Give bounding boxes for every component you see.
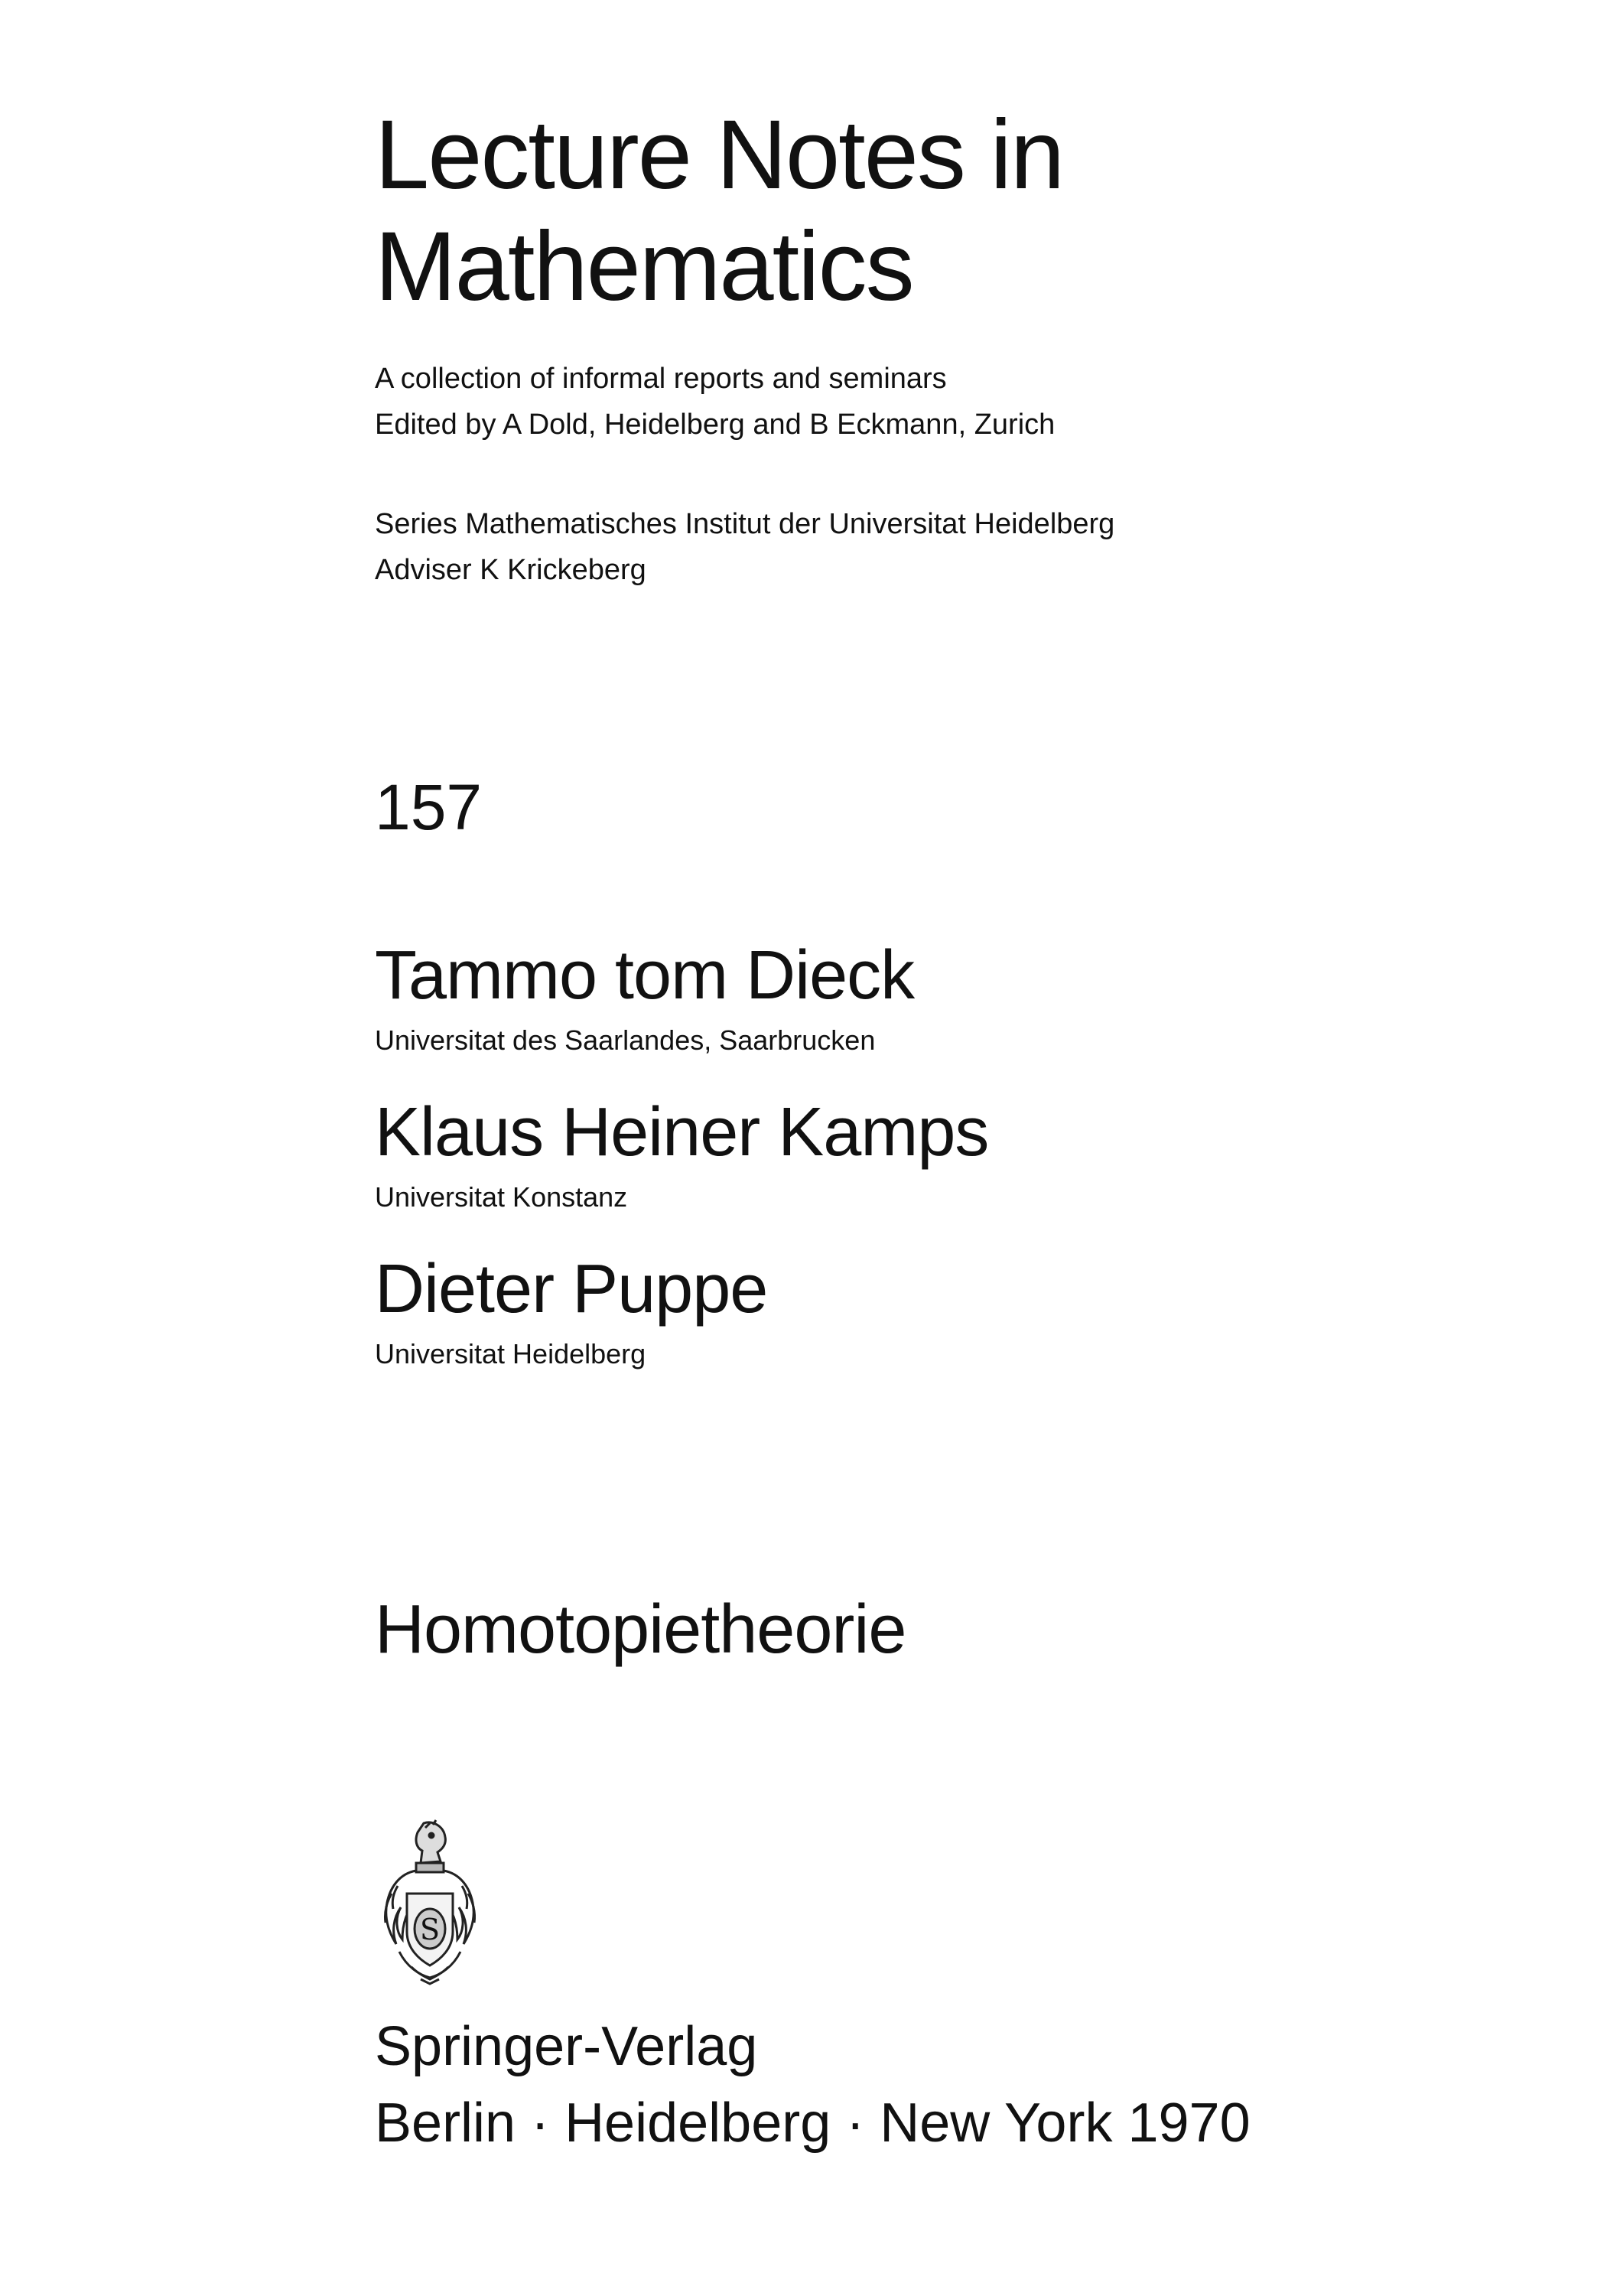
author-affiliation-2: Universitat Konstanz (375, 1181, 628, 1213)
series-title-line1: Lecture Notes in (375, 100, 1064, 210)
series-adviser-line: Adviser K Krickeberg (375, 554, 646, 586)
series-info (375, 501, 1114, 593)
publisher-places-year: Berlin · Heidelberg · New York 1970 (375, 2092, 1251, 2154)
series-description (375, 356, 1055, 448)
series-editors-line: Edited by A Dold, Heidelberg and B Eckmann, Zurich (375, 409, 1056, 441)
volume-number: 157 (375, 771, 483, 843)
publisher-name: Springer-Verlag (375, 2016, 758, 2077)
author-name-1: Tammo tom Dieck (375, 937, 915, 1014)
series-title (375, 99, 1063, 323)
springer-knight-logo-icon (376, 1817, 483, 1985)
author-name-3: Dieter Puppe (375, 1251, 768, 1327)
publisher (375, 2008, 1251, 2161)
author-affiliation-1: Universitat des Saarlandes, Saarbrucken (375, 1024, 876, 1056)
series-institute-line: Series Mathematisches Institut der Universitat Heidelberg (375, 508, 1115, 540)
author-name-2: Klaus Heiner Kamps (375, 1094, 989, 1171)
book-title: Homotopietheorie (375, 1591, 906, 1668)
svg-text:S: S (419, 1913, 441, 1946)
series-title-line2: Mathematics (375, 212, 913, 321)
series-description-line1: A collection of informal reports and seminars (375, 363, 947, 395)
author-affiliation-3: Universitat Heidelberg (375, 1338, 646, 1369)
